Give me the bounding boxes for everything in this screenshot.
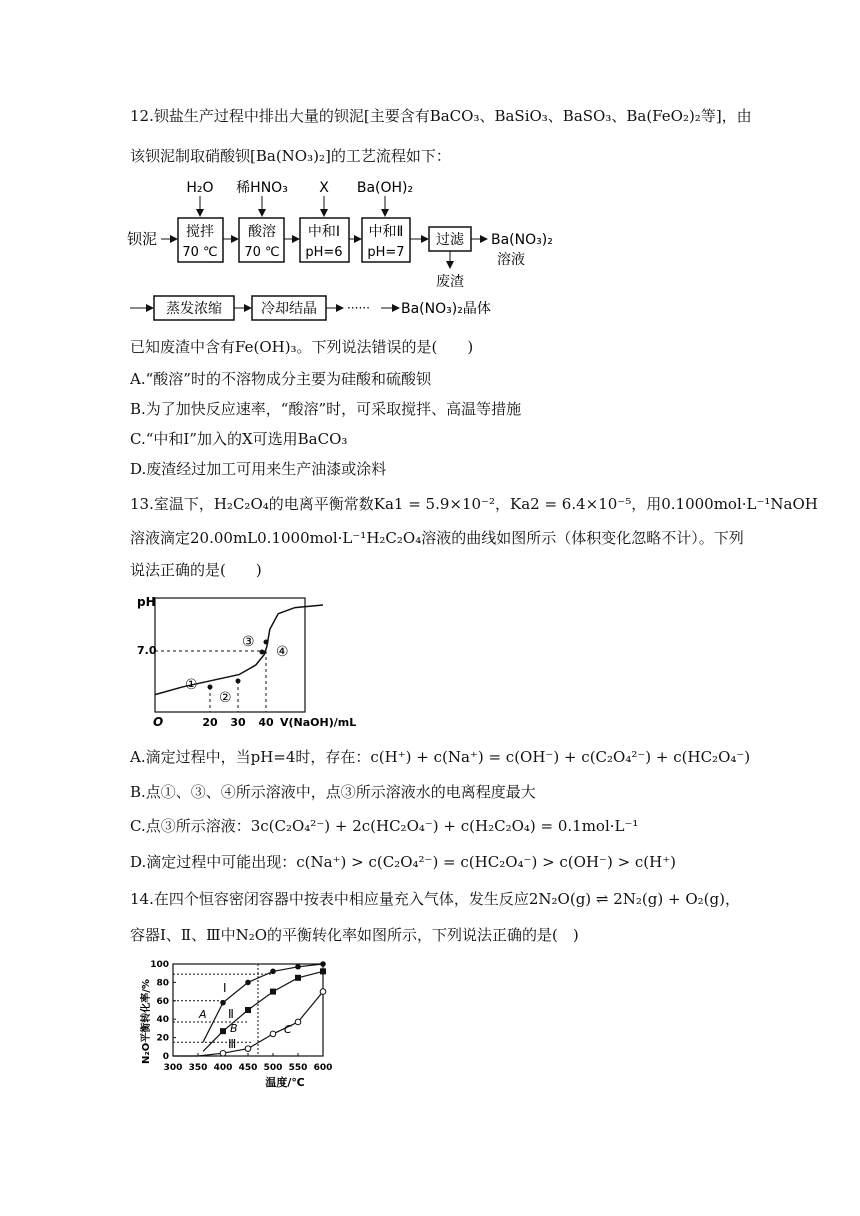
flow-start: 钡泥 [127, 230, 158, 248]
q13-option-a: A.滴定过程中，当pH=4时，存在：c(H⁺) + c(Na⁺) = c(OH⁻) + c(C₂O₄²⁻) + c(HC₂O₄⁻) [130, 748, 751, 766]
q14-xtick-label: 350 [188, 1063, 208, 1073]
q14-point [295, 964, 301, 970]
q12-option-b: B.为了加快反应速率，“酸溶”时，可采取搅拌、高温等措施 [130, 400, 522, 418]
q12-note: 已知废渣中含有Fe(OH)₃。下列说法错误的是( ) [130, 338, 474, 356]
q14-point [245, 980, 251, 986]
q14-point [320, 989, 326, 995]
q13-label-3: ③ [242, 634, 255, 650]
q14-curve-label-1: Ⅰ [223, 981, 227, 995]
q13-ylabel: pH [137, 595, 156, 609]
q13-ytick: 7.0 [137, 644, 157, 657]
q14-ylabel: N₂O平衡转化率/% [141, 979, 152, 1064]
q14-xtick-label: 600 [313, 1063, 333, 1073]
q14-xtick-label: 550 [288, 1063, 308, 1073]
q14-stem-line1: 14.在四个恒容密闭容器中按表中相应量充入气体，发生反应2N₂O(g) ⇌ 2N₂(g) + O₂(g)， [130, 890, 740, 908]
q14-ytick-label: 0 [162, 1052, 169, 1062]
q14-point-label-c: C [284, 1023, 292, 1036]
q13-point-3 [260, 650, 265, 655]
q13-point-1 [208, 685, 213, 690]
row2-box1: 蒸发浓缩 [166, 301, 222, 317]
reagent-h2o: H₂O [186, 180, 214, 196]
q14-point [270, 1031, 276, 1037]
q14-ytick-label: 60 [156, 996, 169, 1007]
q14-point-label-a: A [199, 1008, 207, 1021]
q13-stem-line2: 溶液滴定20.00mL0.1000mol·L⁻¹H₂C₂O₄溶液的曲线如图所示（体积变化忽略不计）。下列 [130, 529, 744, 547]
q13-label-4: ④ [276, 644, 289, 660]
q14-point-label-b: B [230, 1022, 238, 1035]
box5: 过滤 [436, 232, 464, 248]
q13-option-c: C.点③所示溶液：3c(C₂O₄²⁻) + 2c(HC₂O₄⁻) + c(H₂C₂O₄) = 0.1mol·L⁻¹ [130, 817, 639, 835]
q12-option-a: A.“酸溶”时的不溶物成分主要为硅酸和硫酸钡 [130, 370, 431, 388]
product1-l1: Ba(NO₃)₂ [491, 232, 553, 248]
q13-label-2: ② [219, 690, 232, 706]
q14-point [245, 1046, 251, 1052]
q13-label-1: ① [185, 677, 198, 693]
q13-stem-line3: 说法正确的是( ) [130, 561, 262, 579]
q14-xtick-label: 400 [213, 1063, 233, 1073]
q14-point [320, 968, 326, 974]
q14-point [270, 969, 276, 975]
reagent-baoh2: Ba(OH)₂ [356, 180, 414, 196]
q12-option-c: C.“中和Ⅰ”加入的X可选用BaCO₃ [130, 430, 348, 448]
q13-origin: O [153, 715, 164, 729]
q12-flowchart [125, 176, 645, 326]
q14-ytick-label: 40 [156, 1015, 169, 1026]
box4-l1: 中和Ⅱ [368, 224, 404, 240]
box1-l2: 70 ℃ [182, 245, 218, 260]
q14-xtick-label: 500 [263, 1063, 283, 1073]
q14-curve-label-2: Ⅱ [228, 1007, 234, 1021]
q13-xtick-40: 40 [258, 716, 274, 729]
q14-point [270, 989, 276, 995]
q13-xlabel: V(NaOH)/mL [280, 716, 357, 729]
q14-xlabel: 温度/℃ [265, 1076, 305, 1089]
q13-option-b: B.点①、③、④所示溶液中，点③所示溶液水的电离程度最大 [130, 783, 536, 801]
reagent-x: X [319, 180, 329, 196]
q12-stem-line2: 该钡泥制取硝酸钡[Ba(NO₃)₂]的工艺流程如下： [130, 147, 451, 165]
q13-xtick-20: 20 [202, 716, 218, 729]
q14-conversion-chart [125, 954, 355, 1090]
q13-stem-line1: 13.室温下，H₂C₂O₄的电离平衡常数Ka1 = 5.9×10⁻²，Ka2 = 6.4×10⁻⁵，用0.1000mol·L⁻¹NaOH [130, 495, 818, 513]
q12-stem-line1: 12.钡盐生产过程中排出大量的钡泥[主要含有BaCO₃、BaSiO₃、BaSO₃、Ba(FeO₂)₂等]，由 [130, 107, 752, 125]
reagent-hno3: 稀HNO₃ [236, 180, 288, 196]
q14-stem-line2: 容器Ⅰ、Ⅱ、Ⅲ中N₂O的平衡转化率如图所示，下列说法正确的是( ) [130, 926, 579, 944]
product1-l2: 溶液 [497, 252, 525, 268]
q13-point-2 [236, 679, 241, 684]
product2: Ba(NO₃)₂晶体 [401, 301, 491, 317]
box3-l2: pH=6 [305, 245, 343, 260]
q14-point [295, 975, 301, 981]
box2-l2: 70 ℃ [244, 245, 280, 260]
box4-l2: pH=7 [367, 245, 405, 260]
waste: 废渣 [436, 274, 464, 290]
box3-l1: 中和Ⅰ [307, 224, 341, 240]
q14-point [245, 1007, 251, 1013]
q13-titration-chart [125, 588, 375, 738]
q14-xtick-label: 450 [238, 1063, 258, 1073]
q14-point [220, 1050, 226, 1056]
q14-ytick-label: 80 [156, 978, 169, 989]
q12-option-d: D.废渣经过加工可用来生产油漆或涂料 [130, 460, 387, 478]
q13-point-4 [264, 640, 269, 645]
q14-curve-label-3: Ⅲ [228, 1037, 237, 1051]
q14-point [295, 1019, 301, 1025]
q14-point [320, 961, 326, 967]
q13-xtick-30: 30 [230, 716, 246, 729]
row2-box2: 冷却结晶 [261, 301, 317, 317]
box2-l1: 酸溶 [248, 224, 276, 240]
q14-xtick-label: 300 [163, 1063, 183, 1073]
q14-ytick-label: 100 [150, 960, 169, 970]
q14-ytick-label: 20 [156, 1033, 169, 1044]
q14-point [220, 1000, 226, 1006]
q14-point [220, 1028, 226, 1034]
box1-l1: 搅拌 [186, 224, 214, 240]
q13-option-d: D.滴定过程中可能出现：c(Na⁺) > c(C₂O₄²⁻) = c(HC₂O₄⁻) > c(OH⁻) > c(H⁺) [130, 853, 677, 871]
dots: ······ [347, 301, 370, 315]
